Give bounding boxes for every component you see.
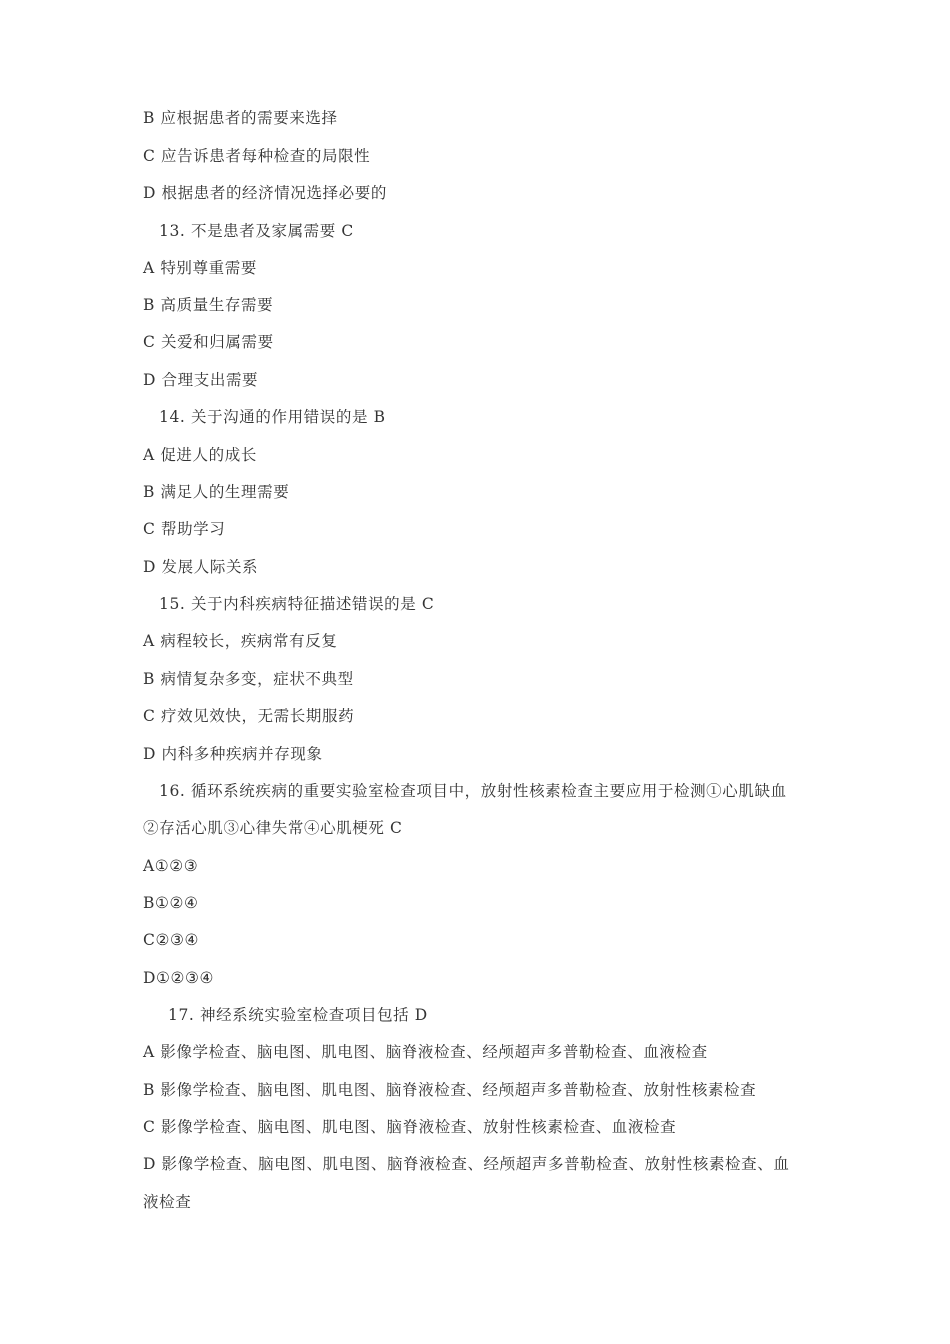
option-d-q13: D 合理支出需要 bbox=[143, 371, 259, 389]
option-a-q16: A①②③ bbox=[143, 857, 199, 875]
option-a-q13: A 特别尊重需要 bbox=[143, 259, 257, 277]
option-b-q15: B 病情复杂多变，症状不典型 bbox=[143, 670, 354, 688]
option-c-q13: C 关爱和归属需要 bbox=[143, 333, 274, 351]
option-c-q12: C 应告诉患者每种检查的局限性 bbox=[143, 147, 371, 165]
option-d-q16: D①②③④ bbox=[143, 969, 215, 987]
option-d-q14: D 发展人际关系 bbox=[143, 558, 259, 576]
question-17: 17. 神经系统实验室检查项目包括 D bbox=[168, 1006, 428, 1024]
option-b-q16: B①②④ bbox=[143, 894, 199, 912]
option-a-q15: A 病程较长，疾病常有反复 bbox=[143, 632, 338, 650]
question-13: 13. 不是患者及家属需要 C bbox=[159, 222, 354, 240]
option-b-q12: B 应根据患者的需要来选择 bbox=[143, 109, 338, 127]
option-a-q14: A 促进人的成长 bbox=[143, 446, 257, 464]
option-a-q17: A 影像学检查、脑电图、肌电图、脑脊液检查、经颅超声多普勒检查、血液检查 bbox=[143, 1043, 708, 1061]
option-d-q15: D 内科多种疾病并存现象 bbox=[143, 745, 323, 763]
option-d-q17: D 影像学检查、脑电图、肌电图、脑脊液检查、经颅超声多普勒检查、放射性核素检查、血 bbox=[143, 1155, 790, 1173]
option-c-q14: C 帮助学习 bbox=[143, 520, 226, 538]
option-d-q12: D 根据患者的经济情况选择必要的 bbox=[143, 184, 387, 202]
question-16-continued: ②存活心肌③心律失常④心肌梗死 C bbox=[143, 819, 403, 837]
option-c-q17: C 影像学检查、脑电图、肌电图、脑脊液检查、放射性核素检查、血液检查 bbox=[143, 1118, 677, 1136]
question-15: 15. 关于内科疾病特征描述错误的是 C bbox=[159, 595, 435, 613]
question-14: 14. 关于沟通的作用错误的是 B bbox=[159, 408, 386, 426]
option-b-q13: B 高质量生存需要 bbox=[143, 296, 274, 314]
option-b-q17: B 影像学检查、脑电图、肌电图、脑脊液检查、经颅超声多普勒检查、放射性核素检查 bbox=[143, 1081, 757, 1099]
option-d-q17-continued: 液检查 bbox=[143, 1193, 192, 1211]
option-c-q16: C②③④ bbox=[143, 931, 199, 949]
question-16: 16. 循环系统疾病的重要实验室检查项目中，放射性核素检查主要应用于检测①心肌缺血 bbox=[159, 782, 787, 800]
option-c-q15: C 疗效见效快，无需长期服药 bbox=[143, 707, 355, 725]
option-b-q14: B 满足人的生理需要 bbox=[143, 483, 290, 501]
